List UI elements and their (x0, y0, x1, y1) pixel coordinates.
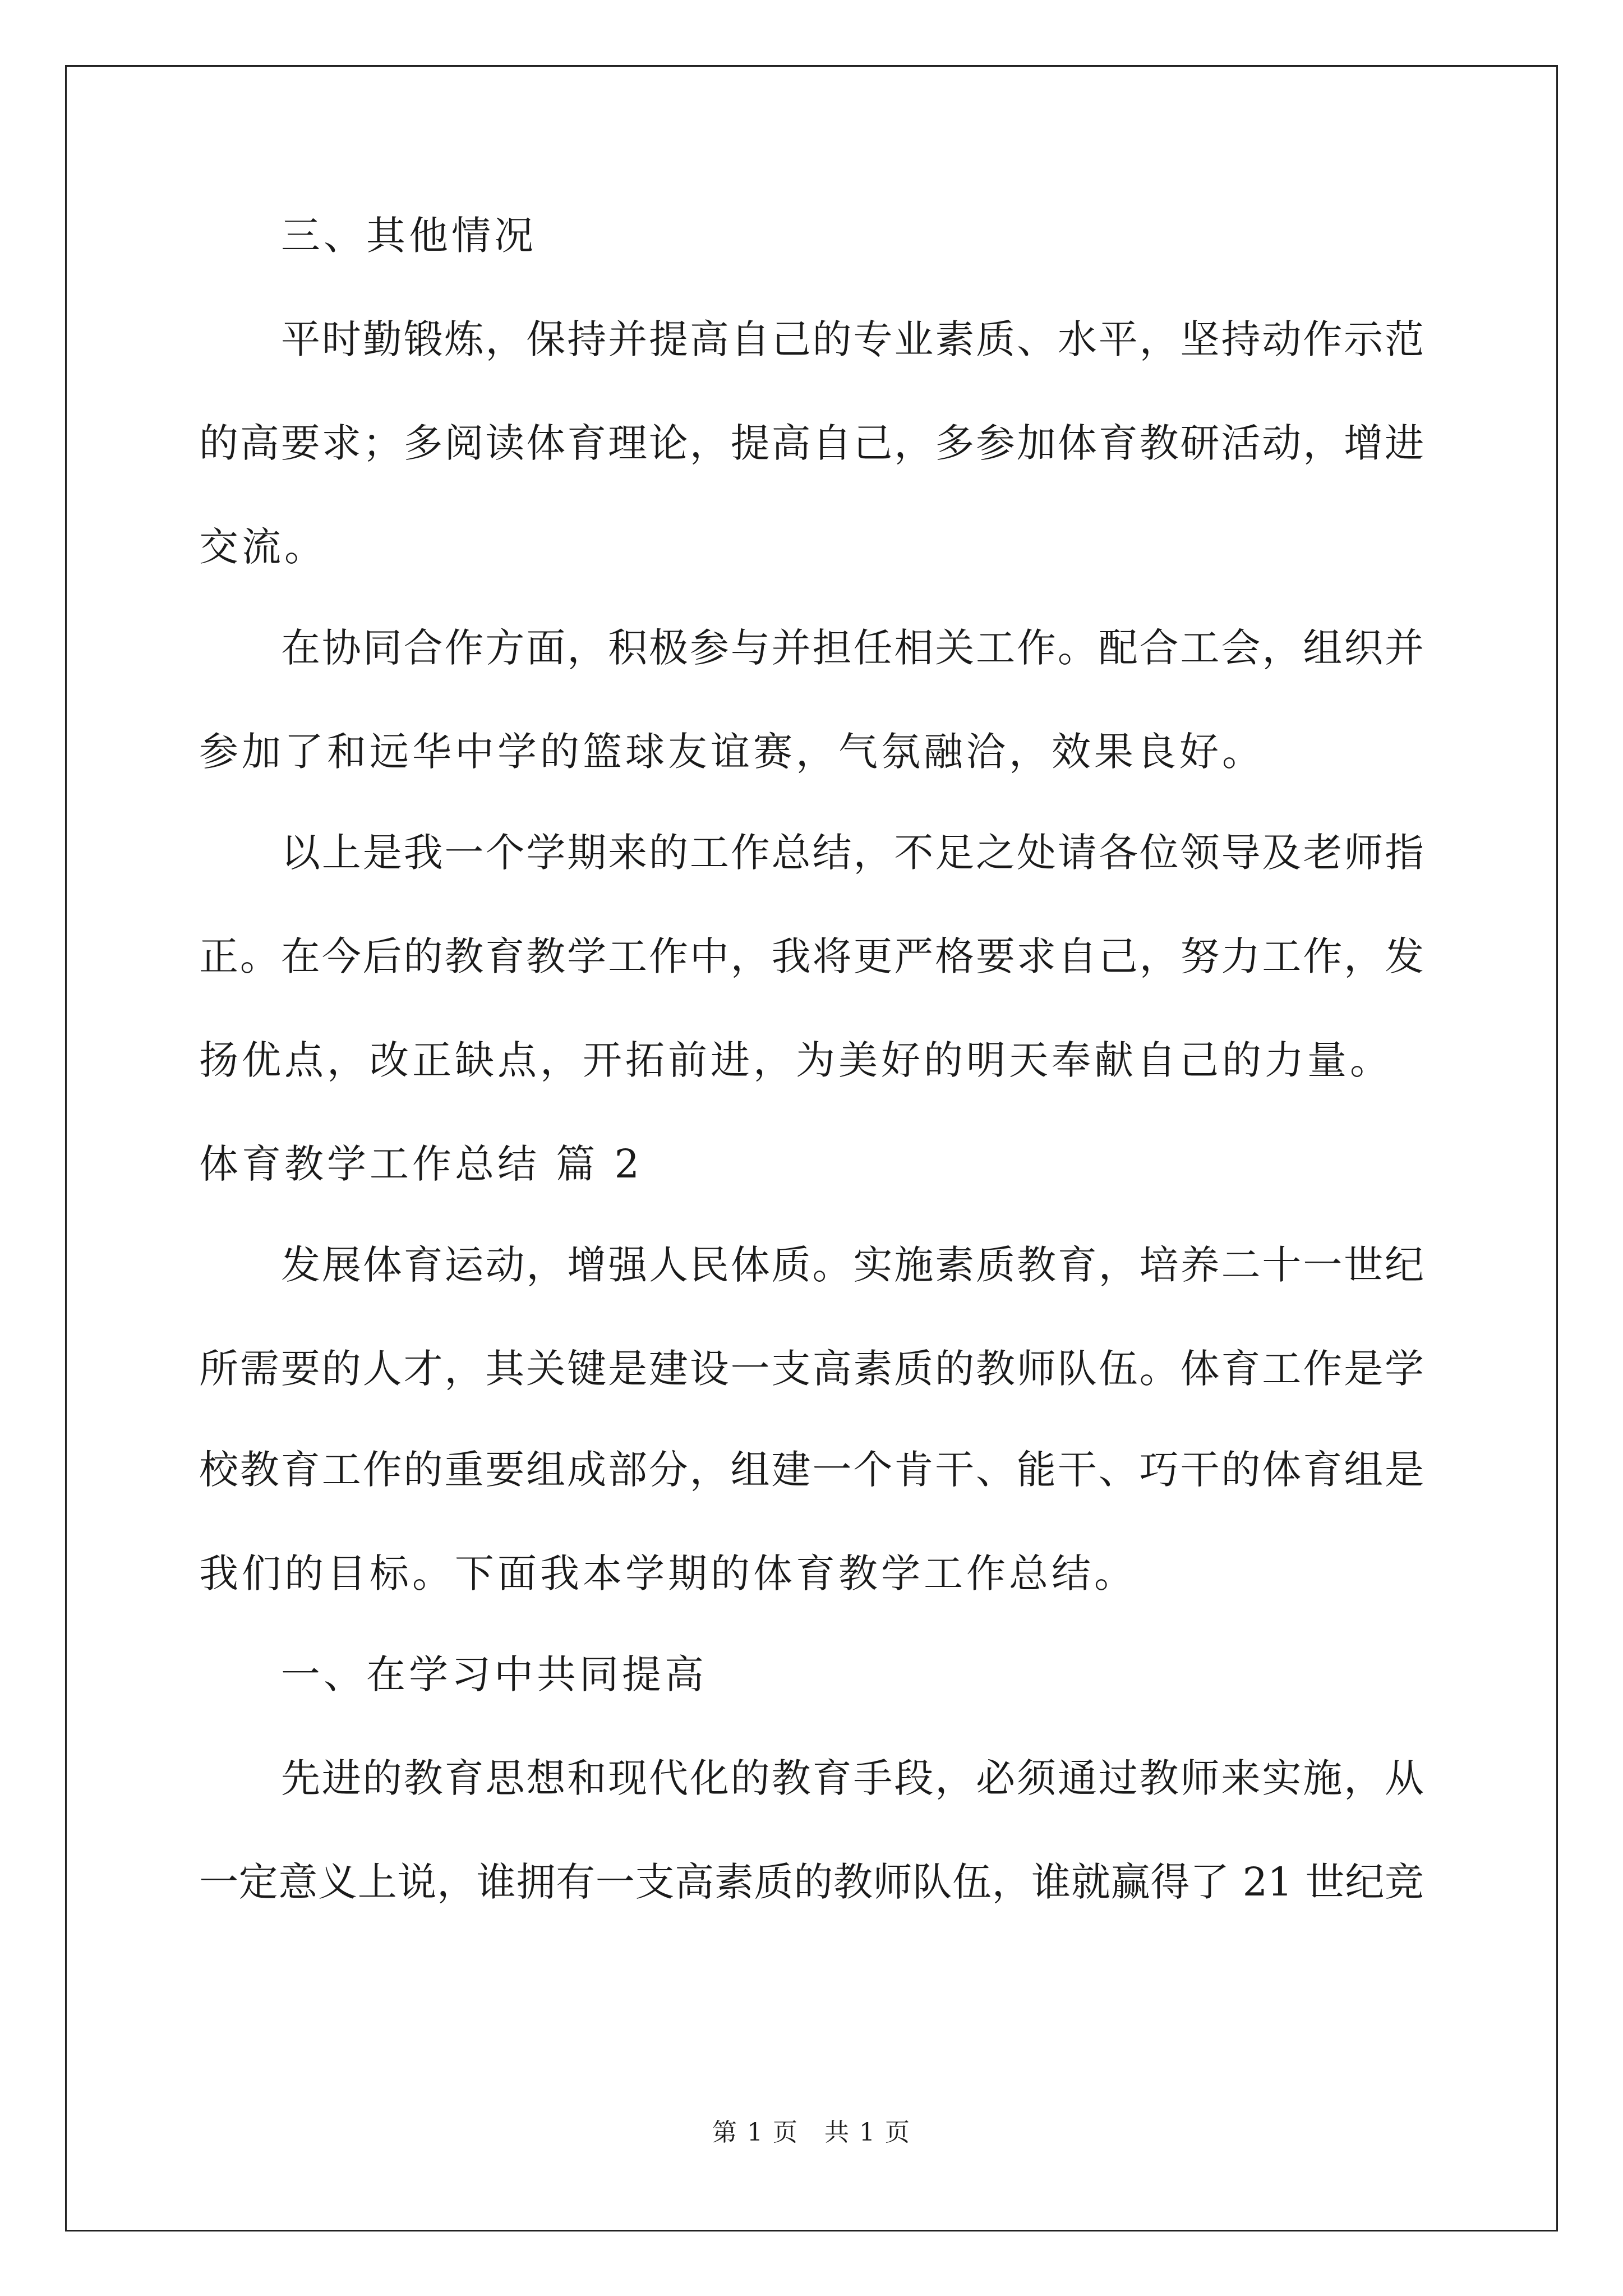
text-line: 一定意义上说，谁拥有一支高素质的教师队伍，谁就赢得了 21 世纪竞 (199, 1859, 1424, 1905)
text-line: 校教育工作的重要组成部分，组建一个肯干、能干、巧干的体育组是 (199, 1447, 1424, 1493)
text-line: 三、其他情况 (281, 213, 537, 259)
text-line: 平时勤锻炼，保持并提高自己的专业素质、水平，坚持动作示范 (281, 316, 1424, 362)
text-line: 发展体育运动，增强人民体质。实施素质教育，培养二十一世纪 (281, 1242, 1424, 1288)
text-line: 所需要的人才，其关键是建设一支高素质的教师队伍。体育工作是学 (199, 1346, 1424, 1392)
text-line: 正。在今后的教育教学工作中，我将更严格要求自己，努力工作，发 (199, 933, 1424, 979)
text-line: 参加了和远华中学的篮球友谊赛，气氛融洽，效果良好。 (199, 729, 1265, 775)
text-line: 的高要求；多阅读体育理论，提高自己，多参加体育教研活动，增进 (199, 420, 1424, 466)
text-line: 先进的教育思想和现代化的教育手段，必须通过教师来实施，从 (281, 1755, 1424, 1801)
section-heading: 体育教学工作总结 篇 2 (199, 1141, 643, 1187)
page-footer: 第 1 页 共 1 页 (712, 2118, 911, 2147)
text-line: 我们的目标。下面我本学期的体育教学工作总结。 (199, 1550, 1137, 1596)
text-line: 扬优点，改正缺点，开拓前进，为美好的明天奉献自己的力量。 (199, 1037, 1393, 1083)
text-line: 以上是我一个学期来的工作总结，不足之处请各位领导及老师指 (281, 830, 1424, 876)
text-line: 在协同合作方面，积极参与并担任相关工作。配合工会，组织并 (281, 625, 1424, 671)
text-line: 交流。 (199, 524, 327, 570)
text-line: 一、在学习中共同提高 (281, 1651, 707, 1697)
